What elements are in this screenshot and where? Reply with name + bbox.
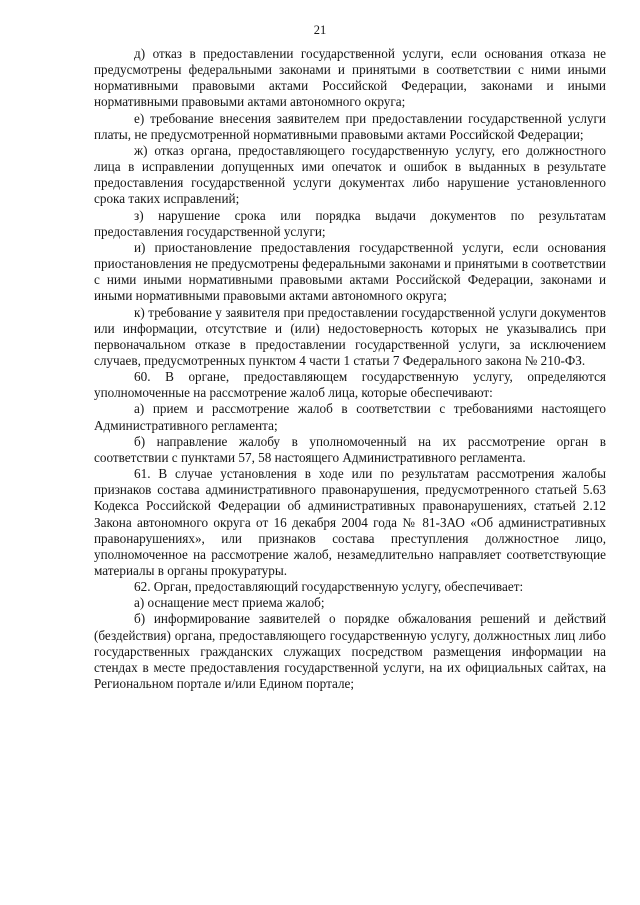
paragraph-clause-60: 60. В органе, предоставляющем государственную услугу, определяются уполномоченные на рассмотрение жалоб лица, которые обеспечивают: xyxy=(94,369,606,401)
paragraph-clause-60-a: а) прием и рассмотрение жалоб в соответствии с требованиями настоящего Административного регламента; xyxy=(94,401,606,433)
paragraph-clause-61: 61. В случае установления в ходе или по результатам рассмотрения жалобы признаков состава административного правонарушения, предусмотренного статьей 5.63 Кодекса Российской Федерации об административных правонарушениях, статьей 2.12 Закона автономного округа от 16 декабря 2004 года № 81-ЗАО «Об административных правонарушениях», или признаков состава преступления должностное лицо, уполномоченное на рассмотрение жалоб, незамедлительно направляет соответствующие материалы в органы прокуратуры. xyxy=(94,466,606,578)
paragraph-clause-62-a: а) оснащение мест приема жалоб; xyxy=(134,595,325,611)
paragraph-clause-62: 62. Орган, предоставляющий государственную услугу, обеспечивает: xyxy=(134,579,524,595)
paragraph-item-d: д) отказ в предоставлении государственной услуги, если основания отказа не предусмотрены федеральными законами и принятыми в соответствии с ними иными нормативными правовыми актами Российской Федерации, законами и иными нормативными правовыми актами автономного округа; xyxy=(94,46,606,110)
paragraph-clause-62-b: б) информирование заявителей о порядке обжалования решений и действий (бездействия) органа, предоставляющего государственную услугу, должностных лиц либо государственных гражданских служащих посредством размещения информации на стендах в месте предоставления государственной услуги, на их официальных сайтах, на Региональном портале и/или Едином портале; xyxy=(94,611,606,692)
document-body xyxy=(94,46,606,692)
paragraph-item-k: к) требование у заявителя при предоставлении государственной услуги документов или информации, отсутствие и (или) недостоверность которых не указывались при первоначальном отказе в предоставлении государственной услуги, за исключением случаев, предусмотренных пунктом 4 части 1 статьи 7 Федерального закона № 210-ФЗ. xyxy=(94,304,606,368)
paragraph-item-e: е) требование внесения заявителем при предоставлении государственной услуги платы, не предусмотренной нормативными правовыми актами Российской Федерации; xyxy=(94,110,606,142)
paragraph-item-z: з) нарушение срока или порядка выдачи документов по результатам предоставления государственной услуги; xyxy=(94,207,606,239)
paragraph-item-zh: ж) отказ органа, предоставляющего государственную услугу, его должностного лица в исправлении допущенных ими опечаток и ошибок в выданных в результате предоставления государственной услуги документах либо нарушение установленного срока таких исправлений; xyxy=(94,142,606,207)
paragraph-item-i: и) приостановление предоставления государственной услуги, если основания приостановления не предусмотрены федеральными законами и принятыми в соответствии с ними иными нормативными правовыми актами Российской Федерации, законами и иными нормативными правовыми актами автономного округа; xyxy=(94,239,606,304)
paragraph-clause-60-b: б) направление жалобу в уполномоченный на их рассмотрение орган в соответствии с пунктами 57, 58 настоящего Административного регламента. xyxy=(94,433,606,465)
page-number: 21 xyxy=(313,23,327,37)
